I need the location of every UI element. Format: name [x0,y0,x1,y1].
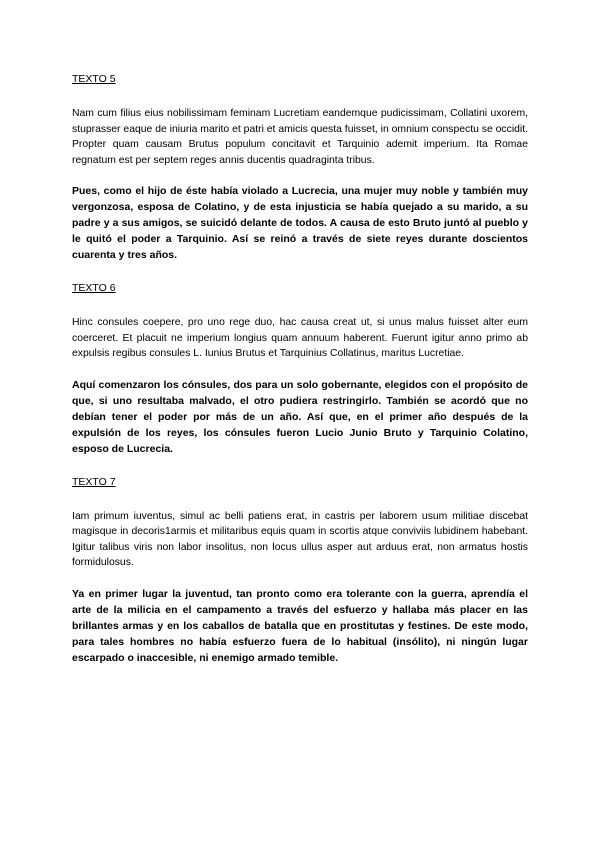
section-texto-7 [72,475,528,666]
section-title: TEXTO 6 [72,282,116,294]
section-title: TEXTO 7 [72,475,116,488]
document-page [72,72,528,666]
section-title: TEXTO 5 [72,73,116,85]
spanish-translation: Pues, como el hijo de éste había violado a Lucrecia, una mujer muy noble y también muy vergonzosa, esposa de Colatino, y de esta injusticia se había quejado a su marido, a su padre y a sus amigos, se suicidó delante de todos. A causa de esto Bruto juntó al pueblo y le quitó el poder a Tarquinio. Así se reinó a través de siete reyes durante doscientos cuarenta y tres años. [72,185,528,261]
section-texto-5 [72,72,528,263]
spanish-translation: Aquí comenzaron los cónsules, dos para un solo gobernante, elegidos con el propósito de que, si uno resultaba malvado, el otro pudiera restringirlo. También se acordó que no debían tener el poder por más de un año. Así que, en el primer año después de la expulsión de los reyes, los cónsules fueron Lucio Junio Bruto y Tarquinio Colatino, esposo de Lucrecia. [72,378,528,455]
latin-paragraph: Nam cum filius eius nobilissimam feminam Lucretiam eandemque pudicissimam, Collatini uxorem, stuprasser eaque de iniuria marito et patri et amicis questa fuisset, in omnium conspectu se occidit. Propter quam causam Brutus populum concitavit et Tarquinio ademit imperium. Ita Romae regnatum est per septem reges annis ducentis quadraginta tribus. [72,108,528,166]
latin-paragraph: Hinc consules coepere, pro uno rege duo, hac causa creat ut, si unus malus fuisset alter eum coerceret. Et placuit ne imperium longius quam annuum haberent. Fuerunt igitur anno primo ab expulsis regibus consules L. Iunius Brutus et Tarquinius Collatinus, maritus Lucretiae. [72,317,528,359]
section-texto-6 [72,281,528,457]
spanish-translation: Ya en primer lugar la juventud, tan pronto como era tolerante con la guerra, aprendía el arte de la milicia en el campamento a través del esfuerzo y hallaba más placer en las brillantes armas y en los caballos de batalla que en prostitutas y festines. De este modo, para tales hombres no había esfuerzo fuera de lo habitual (insólito), ni ningún lugar escarpado o inaccesible, ni enemigo armado temible. [72,587,528,664]
latin-paragraph: Iam primum iuventus, simul ac belli patiens erat, in castris per laborem usum militiae discebat magisque in decoris1armis et militaribus equis quam in scortis atque conviviis lubidinem habebant. Igitur talibus viris non labor insolitus, non locus ullus asper aut arduus erat, non armatus hostis formidulosus. [72,510,528,568]
